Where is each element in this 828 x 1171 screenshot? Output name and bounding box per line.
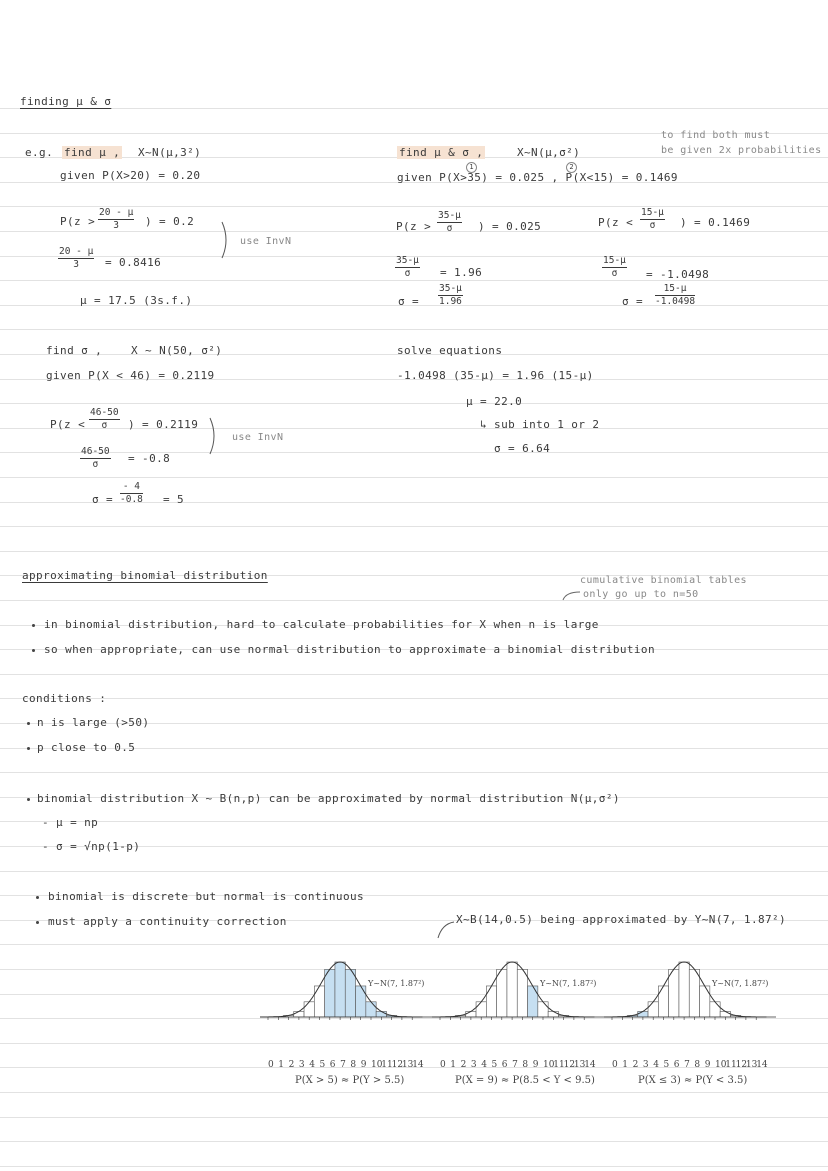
bullet bbox=[36, 896, 39, 899]
binomial-heading: approximating binomial distribution bbox=[22, 569, 268, 582]
ex3-pz1-fraction: $\frac{35-\mu}{\sigma}$ bbox=[438, 210, 461, 234]
axis-tick-label: 2 bbox=[288, 1060, 295, 1070]
ex3-s1-label: σ = bbox=[398, 295, 420, 308]
approx-note: X~B(14,0.5) being approximated by Y~N(7, 1.87²) bbox=[456, 913, 787, 926]
ex3-side-note-2: be given 2x probabilities bbox=[661, 145, 822, 156]
ruled-line bbox=[0, 772, 828, 773]
axis-tick-label: 5 bbox=[663, 1060, 670, 1070]
ruled-line bbox=[0, 1043, 828, 1044]
histogram-bar bbox=[517, 969, 527, 1017]
ex1-label: e.g. bbox=[25, 146, 54, 159]
chart-p-x-le-3 bbox=[604, 955, 784, 1030]
chart-p-x-eq-9 bbox=[432, 955, 612, 1030]
axis-tick-label: 7 bbox=[684, 1060, 690, 1070]
page-heading: finding μ & σ bbox=[20, 95, 112, 108]
bullet bbox=[32, 624, 35, 627]
condition-2: p close to 0.5 bbox=[37, 741, 136, 754]
axis-tick-label: 13 bbox=[401, 1060, 414, 1070]
ruled-line bbox=[0, 674, 828, 675]
histogram-bar bbox=[476, 1002, 486, 1017]
table-note-1: cumulative binomial tables bbox=[580, 575, 747, 586]
ex3-s1-fraction: $\frac{35-\mu}{1.96}$ bbox=[439, 283, 462, 307]
ruled-line bbox=[0, 526, 828, 527]
axis-tick-label: 3 bbox=[642, 1060, 649, 1070]
axis-tick-label: 9 bbox=[360, 1060, 367, 1070]
ex3-equation: -1.0498 (35-μ) = 1.96 (15-μ) bbox=[397, 369, 594, 382]
condition-1: n is large (>50) bbox=[37, 716, 150, 729]
axis-tick-label: 5 bbox=[491, 1060, 498, 1070]
ex2-fraction: $\frac{46-50}{\sigma}$ bbox=[90, 407, 119, 431]
histogram-bar bbox=[700, 986, 710, 1017]
ex1-note: use InvN bbox=[240, 236, 292, 247]
histogram-bar bbox=[658, 986, 668, 1017]
ex1-pz-right: ) = 0.2 bbox=[145, 215, 195, 228]
ex3-pz1-left: P(z > bbox=[396, 220, 432, 233]
ruled-line bbox=[0, 871, 828, 872]
ex1-pz-left: P(z > bbox=[60, 215, 96, 228]
axis-tick-label: 9 bbox=[532, 1060, 539, 1070]
curve-label: Y~N(7, 1.87²) bbox=[712, 979, 769, 988]
ruled-line bbox=[0, 551, 828, 552]
axis-tick-label: 11 bbox=[553, 1060, 565, 1070]
bullet bbox=[32, 649, 35, 652]
table-note-2: only go up to n=50 bbox=[583, 589, 699, 600]
curve-label: Y~N(7, 1.87²) bbox=[368, 979, 425, 988]
histogram-bar bbox=[486, 986, 496, 1017]
axis-tick-label: 13 bbox=[573, 1060, 586, 1070]
ex3-side-note-1: to find both must bbox=[661, 130, 771, 141]
ex1-title: find μ , bbox=[64, 146, 121, 159]
ruled-line bbox=[0, 477, 828, 478]
ex1-result: μ = 17.5 (3s.f.) bbox=[80, 294, 193, 307]
histogram-bar bbox=[376, 1011, 386, 1017]
ex1-brace bbox=[220, 220, 234, 260]
axis-tick-label: 4 bbox=[481, 1060, 487, 1070]
ex3-distribution: X~N(μ,σ²) bbox=[517, 146, 581, 159]
axis-tick-label: 0 bbox=[440, 1060, 446, 1070]
chart-caption: P(X ≤ 3) ≈ P(Y < 3.5) bbox=[638, 1075, 748, 1086]
axis-tick-label: 11 bbox=[381, 1060, 393, 1070]
binomial-point-1: in binomial distribution, hard to calculate probabilities for X when n is large bbox=[44, 618, 599, 631]
ruled-line bbox=[0, 329, 828, 330]
histogram-bar bbox=[325, 969, 335, 1017]
histogram-bar bbox=[710, 1002, 720, 1017]
axis-tick-label: 0 bbox=[612, 1060, 618, 1070]
axis-tick-label: 3 bbox=[298, 1060, 305, 1070]
ex2-brace bbox=[208, 416, 222, 456]
ruled-line bbox=[0, 944, 828, 945]
histogram-bar bbox=[679, 962, 689, 1017]
histogram-bar bbox=[366, 1002, 376, 1017]
conditions-label: conditions : bbox=[22, 692, 107, 705]
axis-tick-label: 7 bbox=[512, 1060, 518, 1070]
histogram-bar bbox=[466, 1011, 476, 1017]
ex2-pz-left: P(z < bbox=[50, 418, 86, 431]
axis-tick-label: 13 bbox=[745, 1060, 758, 1070]
histogram-bar bbox=[497, 969, 507, 1017]
ex2-note: use InvN bbox=[232, 432, 284, 443]
ex2-given: given P(X < 46) = 0.2119 bbox=[46, 369, 215, 382]
binomial-point-3: binomial distribution X ~ B(n,p) can be approximated by normal distribution N(μ,σ²) bbox=[37, 792, 620, 805]
ex3-given: given P(X>35) = 0.025 , P(X<15) = 0.1469 bbox=[397, 171, 678, 184]
ex3-mu: μ = 22.0 bbox=[466, 395, 523, 408]
binomial-point-2: so when appropriate, can use normal distribution to approximate a binomial distribution bbox=[44, 643, 655, 656]
ex3-f1-eq: = 1.96 bbox=[440, 266, 483, 279]
histogram-bar bbox=[648, 1002, 658, 1017]
bullet bbox=[36, 921, 39, 924]
ruled-line bbox=[0, 1141, 828, 1142]
ex2-pz-right: ) = 0.2119 bbox=[128, 418, 199, 431]
chart-caption: P(X > 5) ≈ P(Y > 5.5) bbox=[295, 1075, 405, 1086]
ex3-pz2-left: P(z < bbox=[598, 216, 634, 229]
histogram-bar bbox=[538, 1002, 548, 1017]
bullet bbox=[27, 798, 30, 801]
mu-np: - μ = np bbox=[42, 816, 99, 829]
ex2-distribution: X ~ N(50, σ²) bbox=[131, 344, 223, 357]
axis-tick-label: 14 bbox=[756, 1060, 768, 1070]
axis-tick-label: 14 bbox=[584, 1060, 596, 1070]
histogram-bar bbox=[548, 1011, 558, 1017]
ex3-f2-eq: = -1.0498 bbox=[646, 268, 710, 281]
ex1-fraction-2: $\frac{20 - \mu}{3}$ bbox=[59, 246, 94, 270]
axis-tick-label: 2 bbox=[632, 1060, 639, 1070]
chart-caption: P(X = 9) ≈ P(8.5 < Y < 9.5) bbox=[455, 1075, 595, 1086]
histogram-bar bbox=[314, 986, 324, 1017]
axis-tick-label: 6 bbox=[673, 1060, 680, 1070]
ex2-title: find σ , bbox=[46, 344, 103, 357]
approx-note-mark bbox=[434, 918, 456, 940]
ex3-f1: $\frac{35-\mu}{\sigma}$ bbox=[396, 255, 419, 279]
ruled-line bbox=[0, 1166, 828, 1167]
ruled-line bbox=[0, 821, 828, 822]
ruled-line bbox=[0, 403, 828, 404]
axis-tick-label: 8 bbox=[694, 1060, 701, 1070]
axis-tick-label: 12 bbox=[391, 1060, 404, 1070]
ex3-sub: ↳ sub into 1 or 2 bbox=[480, 418, 600, 431]
chart-p-x-gt-5 bbox=[260, 955, 440, 1030]
ex1-distribution: X~N(μ,3²) bbox=[138, 146, 202, 159]
axis-tick-label: 12 bbox=[563, 1060, 576, 1070]
ex1-given: given P(X>20) = 0.20 bbox=[60, 169, 201, 182]
histogram-bar bbox=[356, 986, 366, 1017]
axis-tick-label: 7 bbox=[340, 1060, 346, 1070]
sigma-np: - σ = √np(1-p) bbox=[42, 840, 141, 853]
ex3-f2: $\frac{15-\mu}{\sigma}$ bbox=[603, 255, 626, 279]
axis-tick-label: 11 bbox=[725, 1060, 737, 1070]
histogram-bar bbox=[638, 1011, 648, 1017]
ex3-circle-1: 1 bbox=[466, 162, 477, 173]
ex2-fraction-2: $\frac{46-50}{\sigma}$ bbox=[81, 446, 110, 470]
axis-tick-label: 10 bbox=[543, 1060, 555, 1070]
axis-tick-label: 0 bbox=[268, 1060, 274, 1070]
binomial-point-5: must apply a continuity correction bbox=[48, 915, 287, 928]
ex3-circle-2: 2 bbox=[566, 162, 577, 173]
histogram-bar bbox=[507, 962, 517, 1017]
axis-tick-label: 4 bbox=[653, 1060, 659, 1070]
ex2-sigma-label: σ = bbox=[92, 493, 114, 506]
ruled-line bbox=[0, 1117, 828, 1118]
axis-tick-label: 8 bbox=[522, 1060, 529, 1070]
curve-label: Y~N(7, 1.87²) bbox=[540, 979, 597, 988]
ex3-title: find μ & σ , bbox=[399, 146, 484, 159]
axis-tick-label: 6 bbox=[501, 1060, 508, 1070]
axis-tick-label: 1 bbox=[278, 1060, 285, 1070]
ex3-s2-label: σ = bbox=[622, 295, 644, 308]
ruled-line bbox=[0, 600, 828, 601]
ruled-line bbox=[0, 1092, 828, 1093]
histogram-bar bbox=[294, 1011, 304, 1017]
axis-tick-label: 14 bbox=[412, 1060, 424, 1070]
axis-tick-label: 5 bbox=[319, 1060, 326, 1070]
axis-tick-label: 9 bbox=[704, 1060, 711, 1070]
ruled-line bbox=[0, 108, 828, 109]
ex2-eq3: = 5 bbox=[163, 493, 185, 506]
axis-tick-label: 12 bbox=[735, 1060, 748, 1070]
axis-tick-label: 2 bbox=[460, 1060, 467, 1070]
histogram-bar bbox=[345, 969, 355, 1017]
axis-tick-label: 10 bbox=[715, 1060, 727, 1070]
ex1-eq2: = 0.8416 bbox=[105, 256, 162, 269]
ruled-line bbox=[0, 698, 828, 699]
ex1-fraction: $\frac{20 - \mu}{3}$ bbox=[99, 207, 134, 231]
table-note-arrow bbox=[560, 588, 582, 602]
ex3-s2-fraction: $\frac{15-\mu}{-1.0498}$ bbox=[655, 283, 696, 307]
ex3-pz1-right: ) = 0.025 bbox=[478, 220, 542, 233]
ruled-line bbox=[0, 452, 828, 453]
ex3-solve: solve equations bbox=[397, 344, 503, 357]
ex3-sigma: σ = 6.64 bbox=[494, 442, 551, 455]
ex2-eq2: = -0.8 bbox=[128, 452, 171, 465]
histogram-bar bbox=[304, 1002, 314, 1017]
axis-tick-label: 6 bbox=[329, 1060, 336, 1070]
axis-tick-label: 10 bbox=[371, 1060, 383, 1070]
histogram-bar bbox=[335, 962, 345, 1017]
ruled-line bbox=[0, 428, 828, 429]
ex2-fraction-3: $\frac{- 4}{-0.8}$ bbox=[120, 481, 143, 505]
ex3-pz2-fraction: $\frac{15-\mu}{\sigma}$ bbox=[641, 207, 664, 231]
axis-tick-label: 1 bbox=[622, 1060, 629, 1070]
ex3-pz2-right: ) = 0.1469 bbox=[680, 216, 751, 229]
histogram-bar bbox=[669, 969, 679, 1017]
bullet bbox=[27, 747, 30, 750]
histogram-bar bbox=[528, 986, 538, 1017]
binomial-point-4: binomial is discrete but normal is continuous bbox=[48, 890, 365, 903]
histogram-bar bbox=[689, 969, 699, 1017]
axis-tick-label: 3 bbox=[470, 1060, 477, 1070]
bullet bbox=[27, 722, 30, 725]
axis-tick-label: 4 bbox=[309, 1060, 315, 1070]
axis-tick-label: 1 bbox=[450, 1060, 457, 1070]
histogram-bar bbox=[720, 1011, 730, 1017]
axis-tick-label: 8 bbox=[350, 1060, 357, 1070]
